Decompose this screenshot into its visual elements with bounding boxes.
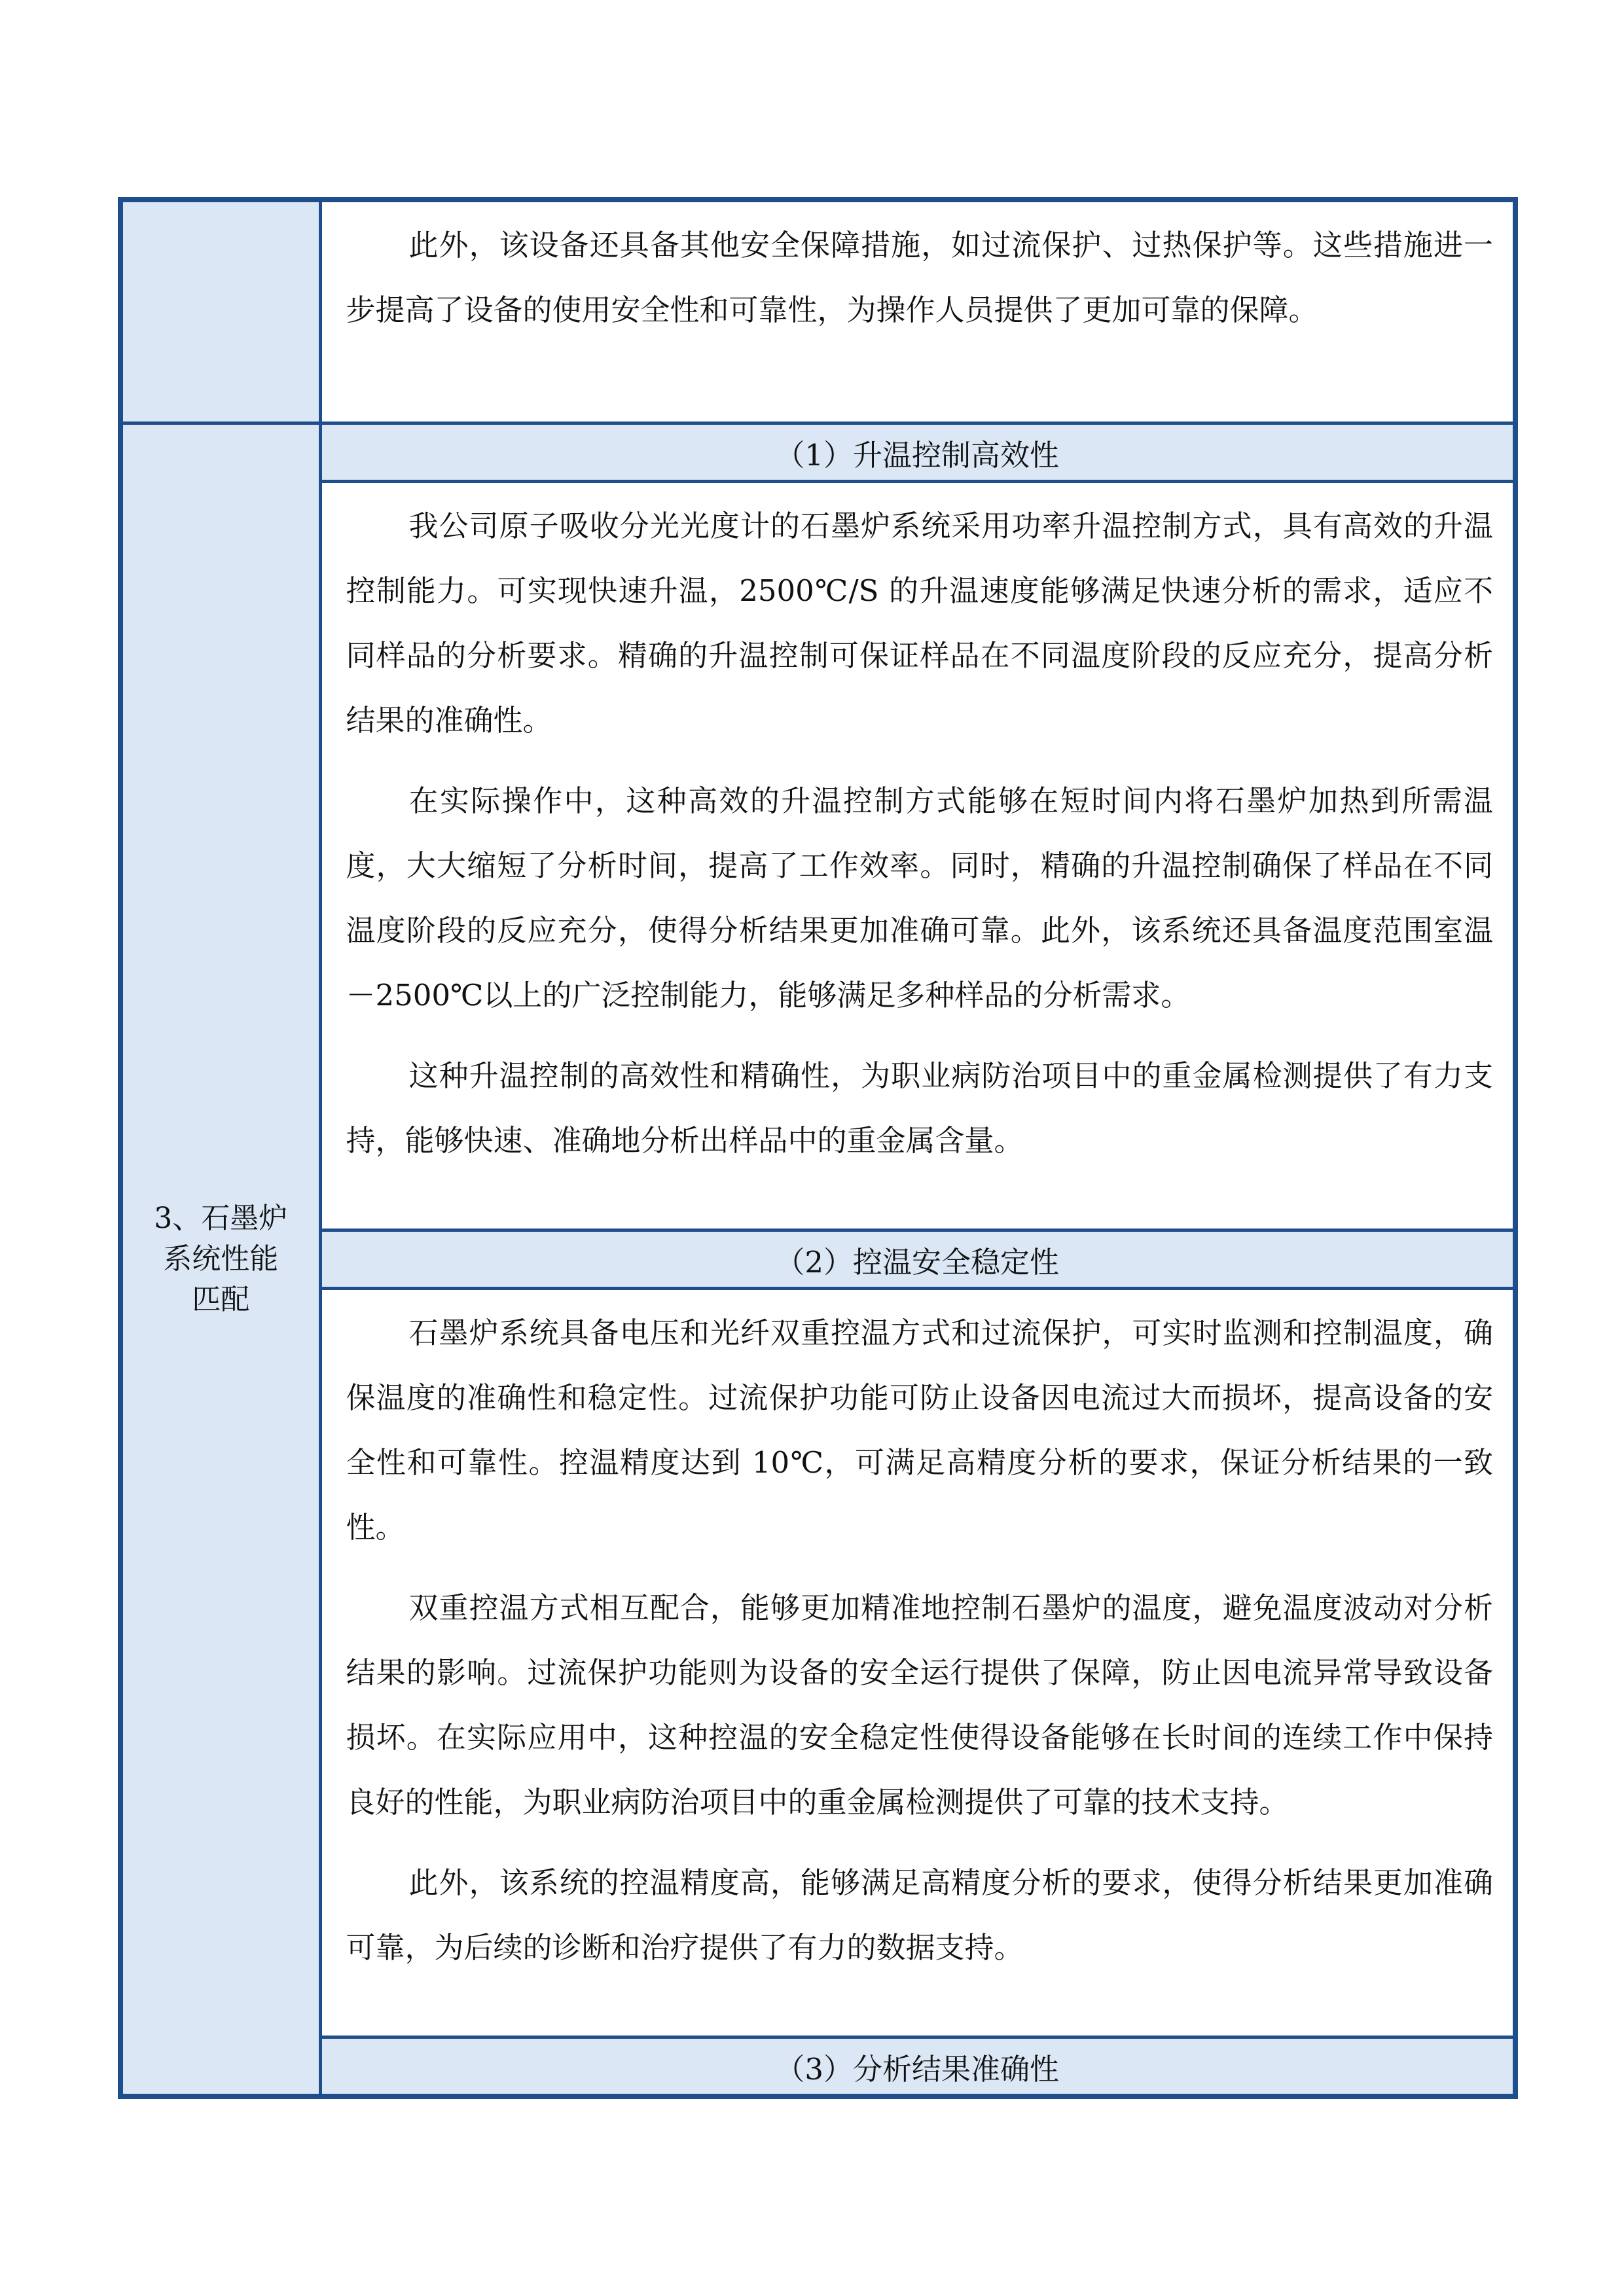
paragraph: 双重控温方式相互配合，能够更加精准地控制石墨炉的温度，避免温度波动对分析结果的影响。过流保护功能则为设备的安全运行提供了保障，防止因电流异常导致设备损坏。在实际应用中，这种控温的安全稳定性使得设备能够在长时间的连续工作中保持良好的性能，为职业病防治项目中的重金属检测提供了可靠的技术支持。 (346, 1590, 1493, 1820)
table-row (120, 1230, 1515, 1289)
content-table (118, 197, 1518, 2099)
paragraph: 我公司原子吸收分光光度计的石墨炉系统采用功率升温控制方式，具有高效的升温控制能力。可实现快速升温，2500℃/S 的升温速度能够满足快速分析的需求，适应不同样品的分析要求。精确的升温控制可保证样品在不同温度阶段的反应充分，提高分析结果的准确性。 (346, 509, 1493, 738)
paragraph: 此外，该系统的控温精度高，能够满足高精度分析的要求，使得分析结果更加准确可靠，为后续的诊断和治疗提供了有力的数据支持。 (346, 1865, 1493, 1965)
table-row (120, 482, 1515, 1230)
subsection-heading: （3）分析结果准确性 (320, 2037, 1515, 2097)
table-row (120, 200, 1515, 423)
section-label-line: 系统性能 (163, 1242, 279, 1276)
table-row (120, 423, 1515, 482)
content-cell (320, 482, 1515, 1230)
section-label-cell (120, 423, 320, 2097)
section-label-line: 匹配 (192, 1283, 250, 1316)
section-label-line: 3、石墨炉 (154, 1202, 288, 1235)
table-row (120, 2037, 1515, 2097)
paragraph: 此外，该设备还具备其他安全保障措施，如过流保护、过热保护等。这些措施进一步提高了设备的使用安全性和可靠性，为操作人员提供了更加可靠的保障。 (346, 228, 1493, 327)
paragraph: 这种升温控制的高效性和精确性，为职业病防治项目中的重金属检测提供了有力支持，能够快速、准确地分析出样品中的重金属含量。 (346, 1058, 1493, 1158)
content-cell (320, 200, 1515, 423)
subsection-heading: （1）升温控制高效性 (320, 423, 1515, 482)
left-cell-empty (120, 200, 320, 423)
subsection-heading: （2）控温安全稳定性 (320, 1230, 1515, 1289)
paragraph: 在实际操作中，这种高效的升温控制方式能够在短时间内将石墨炉加热到所需温度，大大缩短了分析时间，提高了工作效率。同时，精确的升温控制确保了样品在不同温度阶段的反应充分，使得分析结果更加准确可靠。此外，该系统还具备温度范围室温－2500℃以上的广泛控制能力，能够满足多种样品的分析需求。 (346, 783, 1493, 1013)
paragraph: 石墨炉系统具备电压和光纤双重控温方式和过流保护，可实时监测和控制温度，确保温度的准确性和稳定性。过流保护功能可防止设备因电流过大而损坏，提高设备的安全性和可靠性。控温精度达到 10℃，可满足高精度分析的要求，保证分析结果的一致性。 (346, 1316, 1493, 1545)
content-cell (320, 1289, 1515, 2037)
table-row (120, 1289, 1515, 2037)
